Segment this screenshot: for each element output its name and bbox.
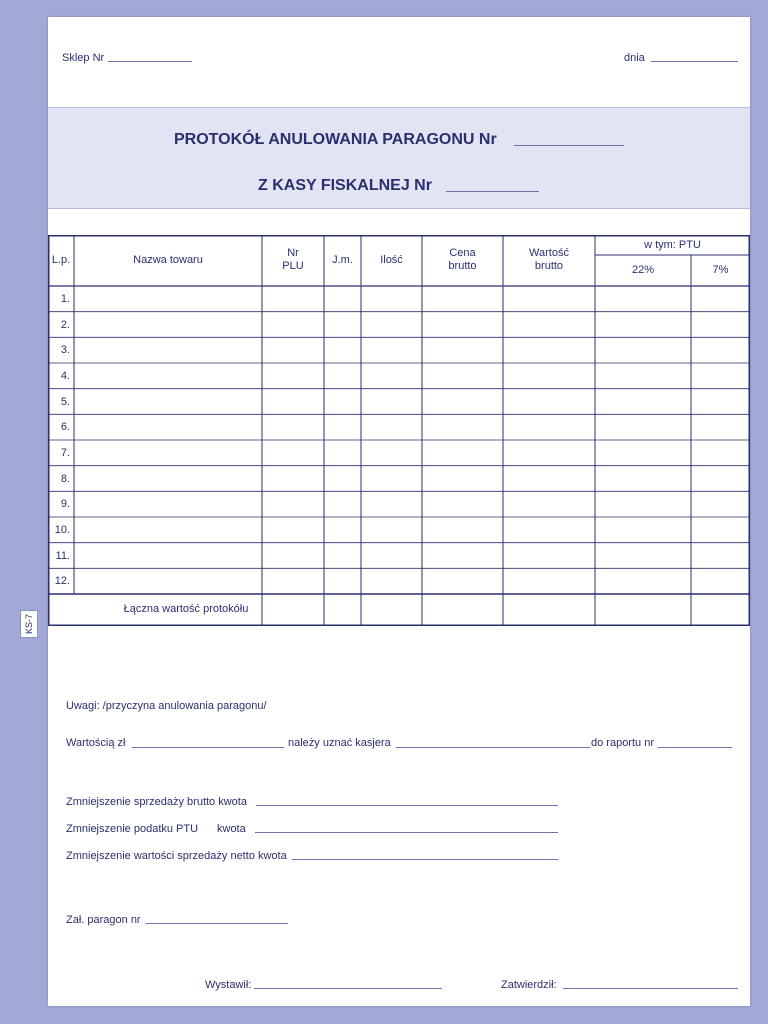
form-code-label [20, 610, 38, 638]
col-header-unit: J.m. [332, 254, 353, 266]
cashier-field[interactable] [396, 747, 590, 748]
date-label: dnia [624, 52, 645, 64]
row-number: 11. [55, 549, 70, 562]
report-number-field[interactable] [658, 747, 732, 748]
value-label: Wartością zł [66, 737, 126, 749]
document-subtitle: Z KASY FISKALNEJ Nr [258, 177, 432, 194]
table-grid-lines [48, 235, 750, 626]
remarks-label: Uwagi: /przyczyna anulowania paragonu/ [66, 700, 267, 712]
row-number: 10. [54, 523, 70, 536]
row-number: 9. [60, 498, 70, 511]
row-number: 6. [60, 421, 70, 434]
row-number: 7. [60, 446, 70, 459]
tax-reduction-label: Zmniejszenie podatku PTU [66, 823, 199, 835]
row-number: 5. [60, 395, 70, 408]
col-header-value-line2: brutto [534, 260, 564, 272]
net-reduction-label: Zmniejszenie wartości sprzedaży netto kwota [66, 850, 287, 862]
receipt-label: Zał. paragon nr [66, 914, 141, 926]
row-number: 2. [60, 318, 70, 331]
value-field[interactable] [132, 747, 284, 748]
col-header-value-line1: Wartość [529, 247, 569, 259]
col-header-price-line1: Cena [449, 247, 476, 259]
col-header-qty: Ilość [380, 254, 403, 266]
cashier-label: należy uznać kasjera [288, 737, 391, 749]
col-header-lp: L.p. [51, 254, 71, 266]
gross-reduction-label: Zmniejszenie sprzedaży brutto kwota [66, 796, 247, 808]
date-field[interactable] [651, 61, 738, 62]
issued-label: Wystawił: [205, 979, 252, 991]
col-header-plu-line2: PLU [282, 260, 304, 272]
tax-reduction-field[interactable] [255, 832, 558, 833]
col-header-value [503, 247, 595, 273]
register-number-field[interactable] [446, 191, 539, 192]
shop-number-field[interactable] [108, 61, 192, 62]
row-number: 3. [60, 344, 70, 357]
row-number: 1. [60, 292, 70, 305]
shop-number-label: Sklep Nr [62, 52, 105, 64]
cancellation-table [48, 235, 750, 626]
col-header-name: Nazwa towaru [133, 254, 203, 266]
col-header-ptu-22: 22% [631, 264, 655, 276]
form-code-text: KS-7 [24, 613, 34, 635]
row-number: 8. [60, 472, 70, 485]
col-header-plu [262, 247, 324, 273]
col-header-plu-line1: Nr [287, 247, 299, 259]
receipt-number-field[interactable] [146, 923, 288, 924]
col-header-ptu-7: 7% [712, 264, 729, 276]
row-number: 4. [60, 369, 70, 382]
approved-signature-field[interactable] [563, 988, 738, 989]
total-row-label: Łączna wartość protokółu [123, 603, 249, 615]
approved-label: Zatwierdził: [501, 979, 557, 991]
col-header-ptu-group: w tym: PTU [644, 239, 701, 251]
report-label: do raportu nr [591, 737, 654, 749]
form-sheet [48, 17, 750, 1006]
gross-reduction-field[interactable] [256, 805, 558, 806]
document-title: PROTOKÓŁ ANULOWANIA PARAGONU Nr [174, 131, 497, 148]
issued-signature-field[interactable] [254, 988, 442, 989]
col-header-price-line2: brutto [448, 260, 477, 272]
tax-amount-label: kwota [217, 823, 246, 835]
protocol-number-field[interactable] [514, 145, 624, 146]
row-number: 12. [54, 575, 70, 588]
net-reduction-field[interactable] [292, 859, 558, 860]
col-header-price [422, 247, 503, 273]
